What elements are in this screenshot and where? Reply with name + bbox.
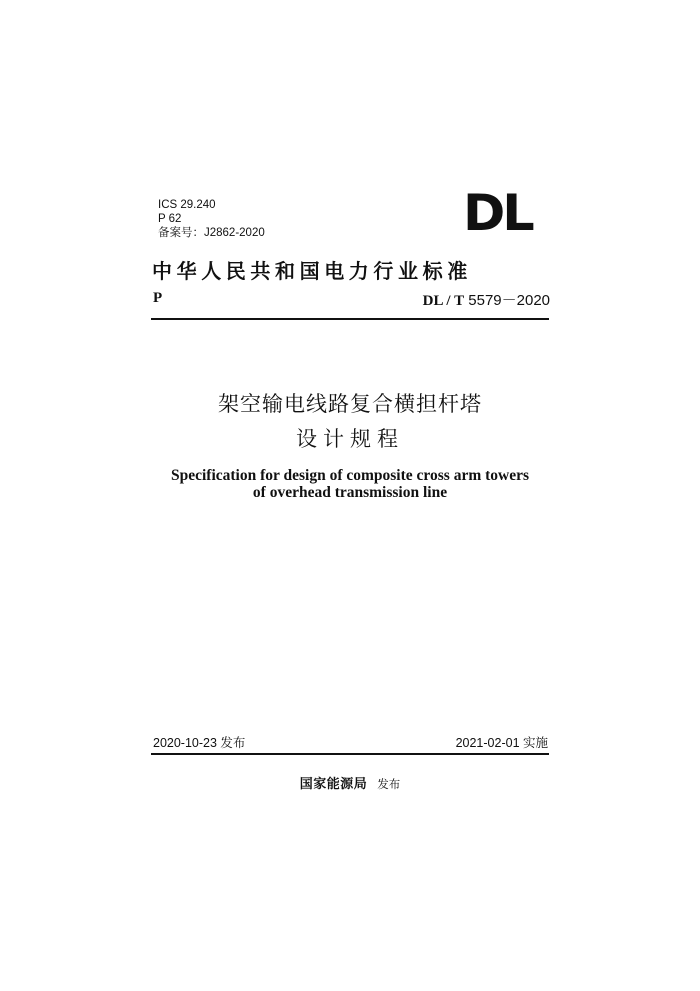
title-en-line1: Specification for design of composite cross arm towers	[170, 467, 530, 484]
title-cn-line1: 架空输电线路复合横担杆塔	[218, 392, 482, 416]
implementation-date: 2021-02-01 实施	[455, 736, 548, 750]
issue-date: 2020-10-23 发布	[153, 736, 246, 750]
title-cn-line2: 设计规程	[296, 427, 404, 451]
dl-logo: DL	[463, 184, 532, 242]
category-letter: P	[153, 290, 163, 306]
publisher	[100, 773, 600, 792]
ccs-code: P 62	[158, 213, 182, 225]
publisher-org: 国家能源局	[299, 777, 368, 792]
standard-category-title: 中华人民共和国电力行业标准	[152, 259, 472, 283]
classification-codes	[158, 198, 265, 240]
footer-divider	[151, 753, 549, 755]
standard-number-value: 5579－2020	[464, 292, 550, 309]
ics-code: ICS 29.240	[158, 199, 216, 211]
standard-number	[423, 289, 550, 310]
title-en-line2: of overhead transmission line	[252, 484, 448, 501]
header-divider	[151, 318, 549, 320]
record-number: 备案号：J2862-2020	[158, 227, 265, 239]
publisher-verb: 发布	[377, 777, 401, 791]
standard-number-prefix: DL / T	[422, 293, 465, 309]
